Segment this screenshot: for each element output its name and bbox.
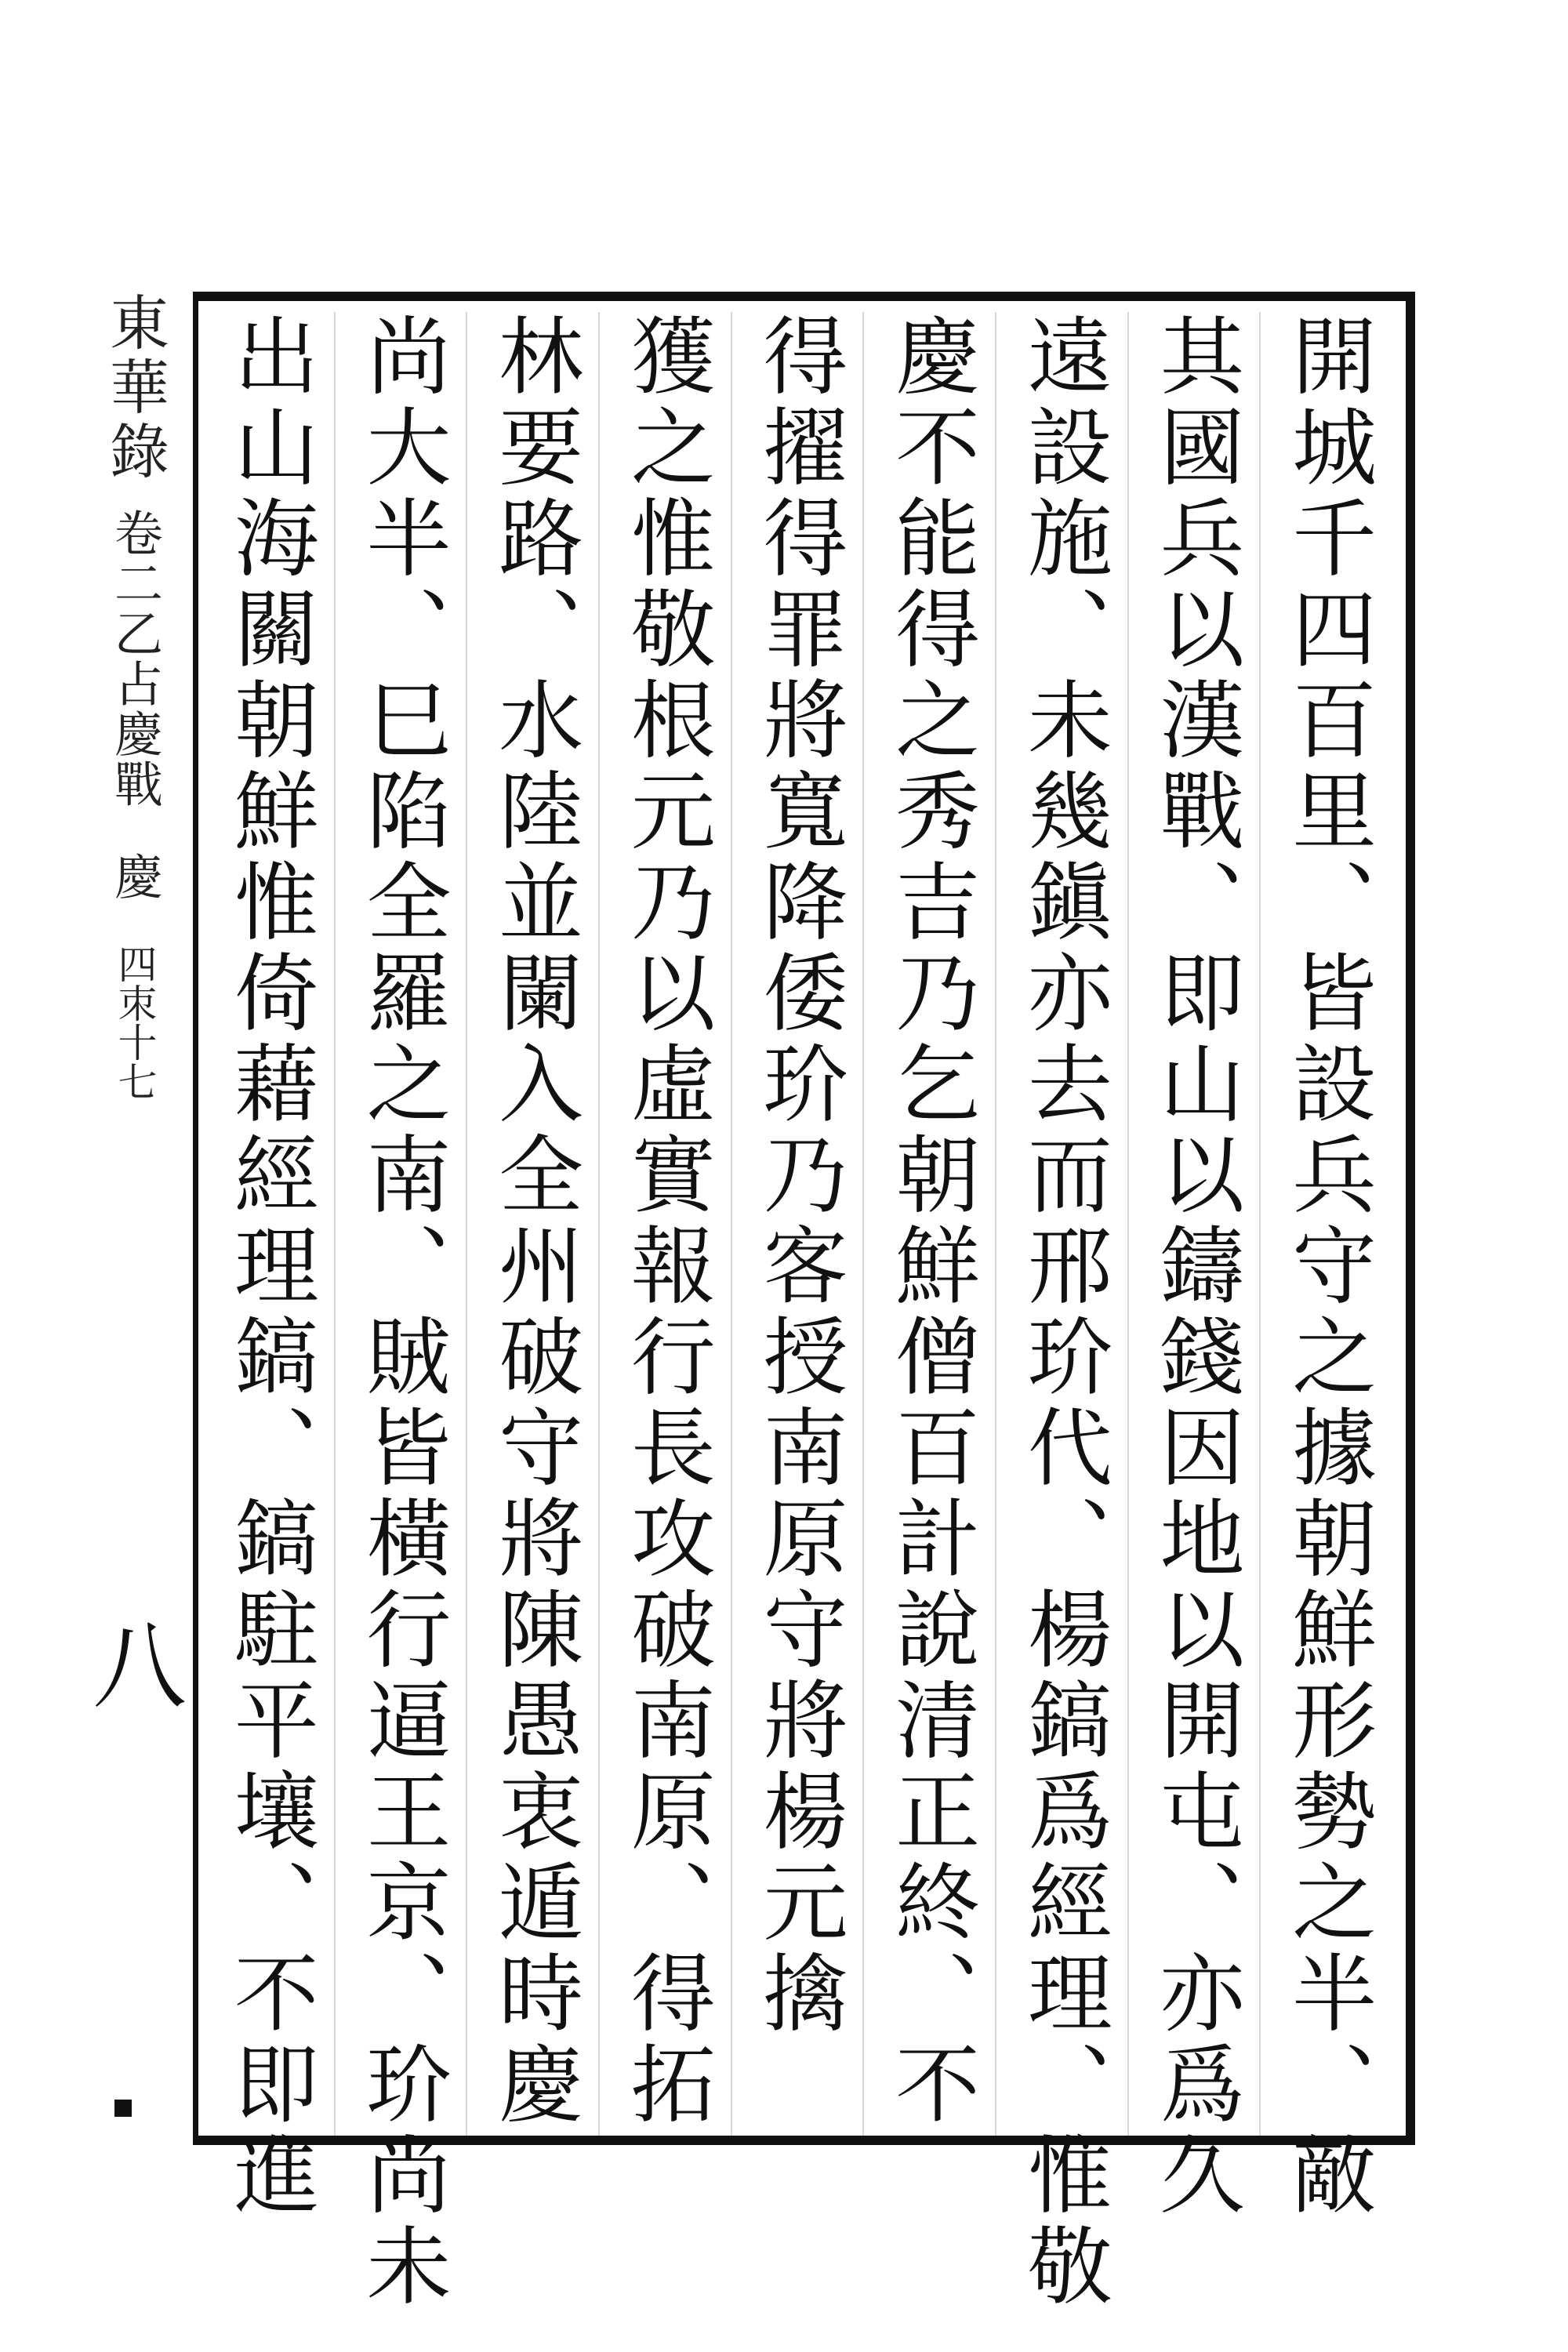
column-text: 開城千四百里、皆設兵守之據朝鮮形勢之半、敵: [1277, 312, 1376, 2222]
reign-label: 慶: [106, 851, 164, 900]
text-column: [203, 312, 334, 2222]
column-text: 獲之惟敬根元乃以虛實報行長攻破南原、得拓: [616, 312, 715, 2131]
text-columns: [198, 301, 1406, 2313]
column-text: 尚大半、巳陷全羅之南、賊皆橫行逼王京、玠尚未: [351, 312, 450, 2313]
text-column: [995, 312, 1127, 2313]
margin-mark: [114, 2100, 132, 2117]
text-column: [731, 312, 863, 2136]
text-column: [862, 312, 995, 2136]
text-column: [598, 312, 731, 2136]
chapter-label: 卷二乙占慶戰: [106, 508, 164, 809]
page-reference: 四朿十七: [111, 944, 158, 1101]
column-text: 林要路、水陸並闌入全州破守將陳愚衷遁時慶: [484, 312, 583, 2131]
column-text: 出山海關朝鮮惟倚藉經理鎬、鎬駐平壤、不即進: [220, 312, 318, 2222]
page-number: 八: [93, 1613, 187, 1722]
text-column: [1259, 312, 1392, 2222]
page-frame: [193, 292, 1415, 2313]
column-text: 慶不能得之秀吉乃乞朝鮮僧百計說清正終、不: [880, 312, 979, 2131]
column-text: 得擢得罪將寬降倭玠乃客授南原守將楊元擒: [748, 312, 847, 2040]
margin-title: [93, 292, 178, 2136]
book-title: 東華錄: [100, 292, 170, 485]
text-column: [334, 312, 466, 2313]
margin-strip: [88, 292, 182, 2136]
text-column: [1127, 312, 1260, 2222]
column-text: 其國兵以漢戰、即山以鑄錢因地以開屯、亦爲久: [1145, 312, 1243, 2222]
text-column: [466, 312, 598, 2136]
column-text: 遠設施、未幾鎭亦去而邢玠代、楊鎬爲經理、惟敬: [1013, 312, 1112, 2313]
